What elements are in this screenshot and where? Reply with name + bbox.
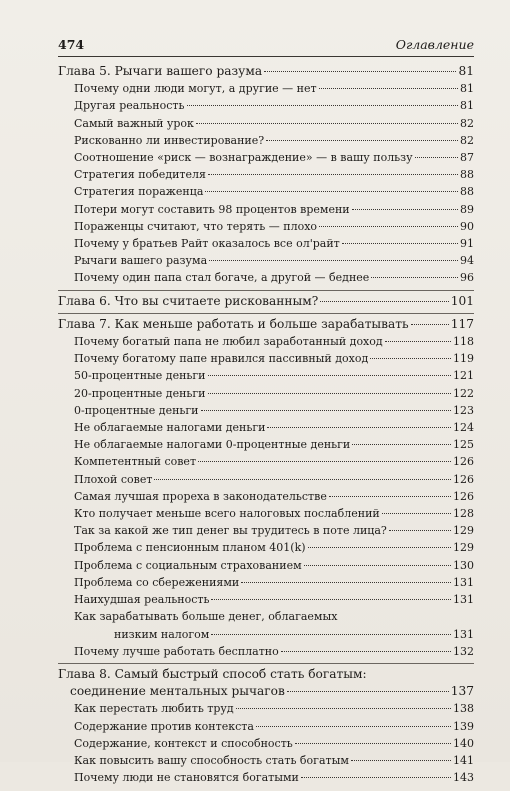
toc-entry: Проблема с пенсионным планом 401(k) 129 <box>74 541 474 555</box>
toc-entry: Как повысить вашу способность стать богатым 141 <box>74 753 474 767</box>
header-rule <box>58 56 474 57</box>
toc-entry: Почему лучше работать бесплатно 132 <box>74 644 474 658</box>
toc-entry: Наихудшая реальность 131 <box>74 593 474 607</box>
chapter-7-block <box>58 316 474 664</box>
toc-entry: Компетентный совет 126 <box>74 455 474 469</box>
toc-entry: Пораженцы считают, что терять — плохо 90 <box>74 219 474 233</box>
toc-entry: Почему один папа стал богаче, а другой — беднее 96 <box>74 271 474 285</box>
toc-entry-line2: низким налогом 131 <box>114 627 474 641</box>
toc-entry: Проблема с социальным страхованием 130 <box>74 558 474 572</box>
toc-entry: Рискованно ли инвестирование? 82 <box>74 133 474 147</box>
toc-entry: Самый важный урок 82 <box>74 116 474 130</box>
chapter-title: Глава 6. Что вы считаете рискованным? 101 <box>58 293 474 308</box>
toc-entry: Содержание, контекст и способность 140 <box>74 736 474 750</box>
chapter-8-block <box>58 666 474 789</box>
toc-entry: Почему люди не становятся богатыми 143 <box>74 771 474 785</box>
toc-entry: Самая лучшая прореха в законодательстве 126 <box>74 489 474 503</box>
chapter-title: Глава 7. Как меньше работать и больше зарабатывать 117 <box>58 316 474 331</box>
toc-entry: Стратегия победителя 88 <box>74 168 474 182</box>
toc-entry: Проблема со сбережениями 131 <box>74 575 474 589</box>
toc-entry: Почему богатый папа не любил заработанный доход 118 <box>74 335 474 349</box>
chapter-title-line1: Глава 8. Самый быстрый способ стать богатым: <box>58 666 367 681</box>
toc-entry: Другая реальность 81 <box>74 99 474 113</box>
page-number: 474 <box>58 37 85 52</box>
toc-entry: Потери могут составить 98 процентов времени 89 <box>74 202 474 216</box>
table-of-contents <box>58 63 474 791</box>
running-head: Оглавление <box>395 37 474 52</box>
chapter-5-block <box>58 63 474 291</box>
toc-entry: 20-процентные деньги 122 <box>74 386 474 400</box>
toc-entry: Кто получает меньше всего налоговых послаблений 128 <box>74 507 474 521</box>
toc-entry: Не облагаемые налогами деньги 124 <box>74 421 474 435</box>
toc-entry: Содержание против контекста 139 <box>74 719 474 733</box>
toc-entry: Плохой совет 126 <box>74 472 474 486</box>
toc-entry: Почему богатому папе нравился пассивный доход 119 <box>74 352 474 366</box>
toc-entry: 50-процентные деньги 121 <box>74 369 474 383</box>
chapter-title-line2: соединение ментальных рычагов 137 <box>70 684 474 699</box>
toc-entry: Стратегия пораженца 88 <box>74 185 474 199</box>
chapter-title: Глава 5. Рычаги вашего разума 81 <box>58 64 474 78</box>
toc-entry: Как перестать любить труд 138 <box>74 702 474 716</box>
chapter-6-block <box>58 293 474 314</box>
toc-entry-line1: Как зарабатывать больше денег, облагаемых <box>74 610 338 624</box>
toc-entry: Не облагаемые налогами 0-процентные деньги 125 <box>74 438 474 452</box>
toc-entry: Так за какой же тип денег вы трудитесь в поте лица? 129 <box>74 524 474 538</box>
toc-entry: Рычаги вашего разума 94 <box>74 254 474 268</box>
toc-entry: 0-процентные деньги 123 <box>74 403 474 417</box>
page-header <box>58 37 474 52</box>
toc-entry: Почему у братьев Райт оказалось все ол'райт 91 <box>74 237 474 251</box>
toc-entry: Соотношение «риск — вознаграждение» — в вашу пользу 87 <box>74 151 474 165</box>
toc-entry: Почему одни люди могут, а другие — нет 81 <box>74 82 474 96</box>
